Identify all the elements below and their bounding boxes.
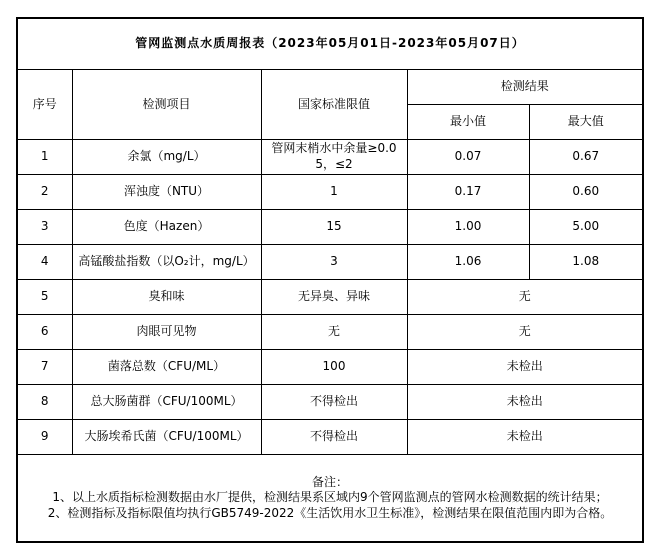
min-value-cell: 0.17 bbox=[407, 175, 529, 210]
table-row bbox=[17, 315, 643, 350]
standard-cell: 不得检出 bbox=[261, 420, 407, 455]
header-result: 检测结果 bbox=[407, 70, 643, 105]
max-value-cell: 0.67 bbox=[529, 140, 643, 175]
item-cell: 臭和味 bbox=[72, 280, 261, 315]
result-cell: 未检出 bbox=[407, 385, 643, 420]
notes-row bbox=[17, 455, 643, 543]
min-value-cell: 0.07 bbox=[407, 140, 529, 175]
row-number-cell: 9 bbox=[17, 420, 72, 455]
standard-cell: 1 bbox=[261, 175, 407, 210]
item-cell: 菌落总数（CFU/ML） bbox=[72, 350, 261, 385]
row-number-cell: 4 bbox=[17, 245, 72, 280]
row-number-cell: 5 bbox=[17, 280, 72, 315]
table-row bbox=[17, 280, 643, 315]
standard-cell: 管网末梢水中余量≥0.05，≤2 bbox=[261, 140, 407, 175]
table-row bbox=[17, 420, 643, 455]
standard-cell: 无异臭、异味 bbox=[261, 280, 407, 315]
min-value-cell: 1.06 bbox=[407, 245, 529, 280]
row-number-cell: 6 bbox=[17, 315, 72, 350]
water-quality-table bbox=[16, 17, 644, 543]
standard-cell: 15 bbox=[261, 210, 407, 245]
header-standard: 国家标准限值 bbox=[261, 70, 407, 140]
result-cell: 无 bbox=[407, 315, 643, 350]
item-cell: 色度（Hazen） bbox=[72, 210, 261, 245]
max-value-cell: 1.08 bbox=[529, 245, 643, 280]
table-row bbox=[17, 385, 643, 420]
table-row bbox=[17, 245, 643, 280]
header-no: 序号 bbox=[17, 70, 72, 140]
item-cell: 高锰酸盐指数（以O₂计，mg/L） bbox=[72, 245, 261, 280]
row-number-cell: 1 bbox=[17, 140, 72, 175]
result-cell: 未检出 bbox=[407, 350, 643, 385]
header-item: 检测项目 bbox=[72, 70, 261, 140]
notes-label: 备注： bbox=[311, 474, 348, 489]
item-cell: 总大肠菌群（CFU/100ML） bbox=[72, 385, 261, 420]
min-value-cell: 1.00 bbox=[407, 210, 529, 245]
header-min: 最小值 bbox=[407, 105, 529, 140]
standard-cell: 不得检出 bbox=[261, 385, 407, 420]
row-number-cell: 3 bbox=[17, 210, 72, 245]
note-line: 1、以上水质指标检测数据由水厂提供，检测结果系区域内9个管网监测点的管网水检测数据的统计结果； bbox=[52, 490, 608, 505]
table-row bbox=[17, 175, 643, 210]
item-cell: 浑浊度（NTU） bbox=[72, 175, 261, 210]
item-cell: 肉眼可见物 bbox=[72, 315, 261, 350]
header-row-top bbox=[17, 70, 643, 105]
row-number-cell: 7 bbox=[17, 350, 72, 385]
title-row bbox=[17, 18, 643, 70]
table-row bbox=[17, 140, 643, 175]
standard-cell: 无 bbox=[261, 315, 407, 350]
result-cell: 未检出 bbox=[407, 420, 643, 455]
table-row bbox=[17, 350, 643, 385]
page-title: 管网监测点水质周报表（2023年05月01日-2023年05月07日） bbox=[17, 18, 643, 70]
row-number-cell: 8 bbox=[17, 385, 72, 420]
note-line: 2、检测指标及指标限值均执行GB5749-2022《生活饮用水卫生标准》，检测结果在限值范围内即为合格。 bbox=[47, 505, 613, 520]
standard-cell: 3 bbox=[261, 245, 407, 280]
item-cell: 余氯（mg/L） bbox=[72, 140, 261, 175]
result-cell: 无 bbox=[407, 280, 643, 315]
notes-cell bbox=[17, 455, 643, 543]
header-max: 最大值 bbox=[529, 105, 643, 140]
table-row bbox=[17, 210, 643, 245]
item-cell: 大肠埃希氏菌（CFU/100ML） bbox=[72, 420, 261, 455]
row-number-cell: 2 bbox=[17, 175, 72, 210]
standard-cell: 100 bbox=[261, 350, 407, 385]
max-value-cell: 5.00 bbox=[529, 210, 643, 245]
max-value-cell: 0.60 bbox=[529, 175, 643, 210]
